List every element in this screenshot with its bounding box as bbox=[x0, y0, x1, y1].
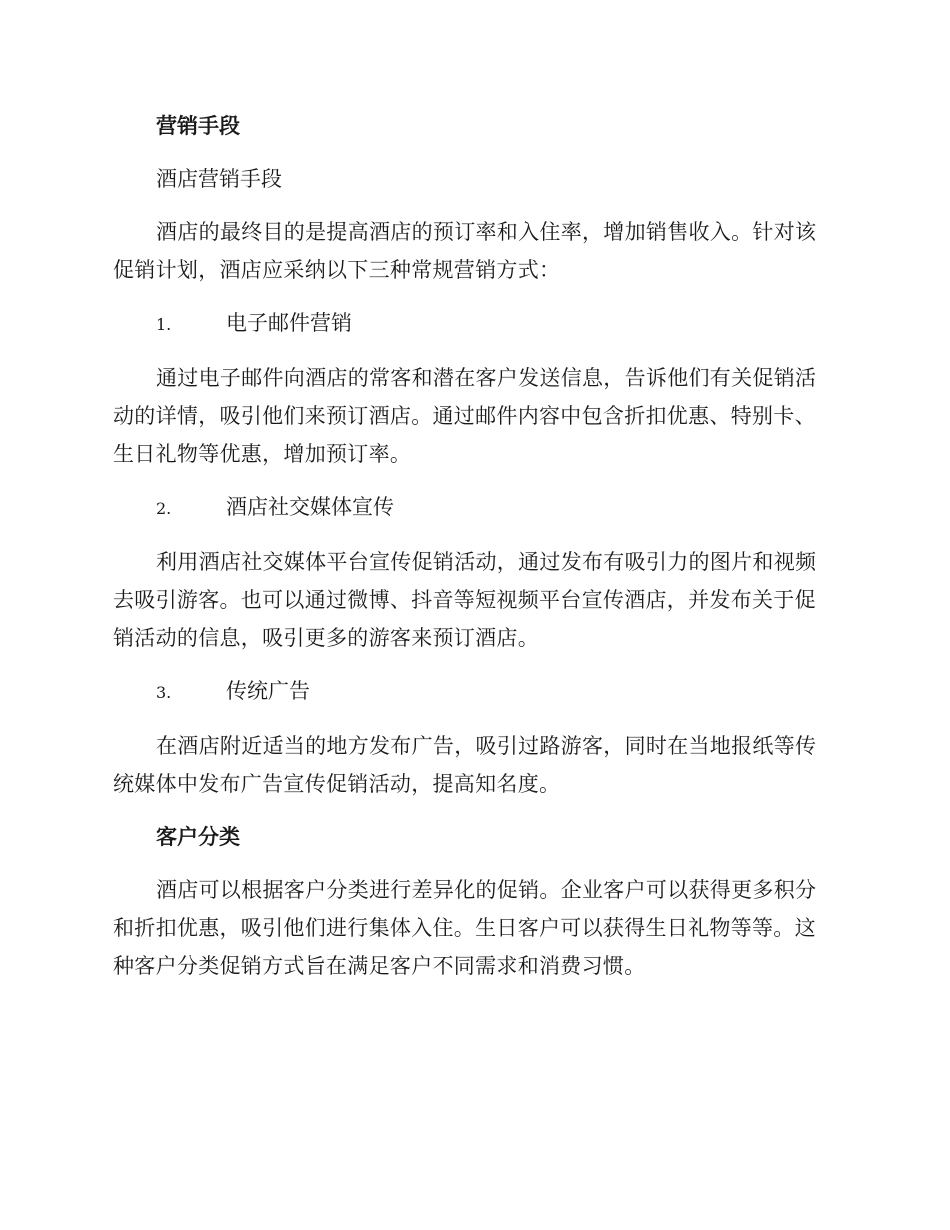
list-item-social-media bbox=[113, 488, 833, 528]
list-item-traditional-ads bbox=[113, 672, 833, 712]
list-item-title: 传统广告 bbox=[226, 679, 310, 703]
section-heading-marketing: 营销手段 bbox=[156, 114, 240, 138]
section-heading-customer-classification: 客户分类 bbox=[156, 825, 240, 849]
list-item-title: 酒店社交媒体宣传 bbox=[226, 495, 394, 519]
social-media-paragraph: 利用酒店社交媒体平台宣传促销活动，通过发布有吸引力的图片和视频去吸引游客。也可以通过微博、抖音等短视频平台宣传酒店，并发布关于促销活动的信息，吸引更多的游客来预订酒店。 bbox=[113, 550, 817, 650]
list-number: 3. bbox=[156, 683, 172, 702]
customer-classification-paragraph: 酒店可以根据客户分类进行差异化的促销。企业客户可以获得更多积分和折扣优惠，吸引他们进行集体入住。生日客户可以获得生日礼物等等。这种客户分类促销方式旨在满足客户不同需求和消费习惯。 bbox=[113, 878, 817, 978]
document-page bbox=[113, 107, 833, 1000]
list-number: 1. bbox=[156, 315, 172, 334]
list-number: 2. bbox=[156, 499, 172, 518]
section-subtitle: 酒店营销手段 bbox=[156, 167, 282, 191]
list-item-title: 电子邮件营销 bbox=[226, 311, 352, 335]
email-paragraph: 通过电子邮件向酒店的常客和潜在客户发送信息，告诉他们有关促销活动的详情，吸引他们来预订酒店。通过邮件内容中包含折扣优惠、特别卡、生日礼物等优惠，增加预订率。 bbox=[113, 366, 817, 466]
traditional-ads-paragraph: 在酒店附近适当的地方发布广告，吸引过路游客，同时在当地报纸等传统媒体中发布广告宣传促销活动，提高知名度。 bbox=[113, 734, 817, 796]
intro-paragraph: 酒店的最终目的是提高酒店的预订率和入住率，增加销售收入。针对该促销计划，酒店应采纳以下三种常规营销方式： bbox=[113, 220, 817, 282]
list-item-email bbox=[113, 304, 833, 344]
